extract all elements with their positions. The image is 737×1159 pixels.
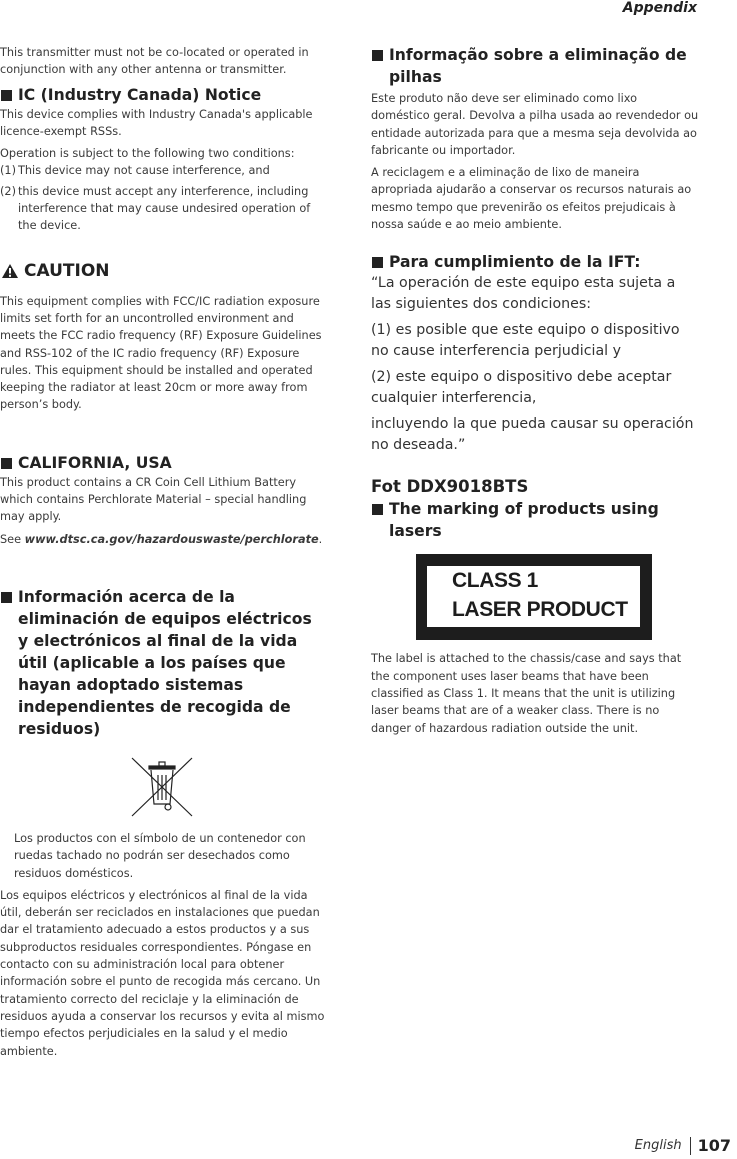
battery-disposal-p2: A reciclagem e a eliminação de lixo de maneira apropriada ajudarão a conservar os recursos naturais ao mesmo tempo que prevenirão os efeitos prejudicais à nossa saúde e ao meio ambiente.	[371, 166, 692, 232]
footer-language: English	[634, 1138, 682, 1153]
crossed-bin-icon	[130, 756, 325, 822]
warning-triangle-icon	[2, 264, 18, 278]
bullet-square-icon	[1, 458, 12, 469]
perchlorate-link[interactable]: www.dtsc.ca.gov/hazardouswaste/perchlorate	[24, 532, 319, 546]
list-item: (2) this device must accept any interference, including interference that may cause undesired operation of the device.	[0, 184, 311, 233]
page-number: 107	[697, 1136, 731, 1155]
california-heading: CALIFORNIA, USA	[0, 452, 325, 474]
model-title: Fot DDX9018BTS	[371, 477, 529, 497]
caution-body: This equipment complies with FCC/IC radiation exposure limits set forth for an uncontrolled environment and meets the FCC radio frequency (RF) Exposure Guidelines and RSS-102 of the IC radio frequency (RF) Exposure rules. This equipment should be installed and operated keeping the radiator at least 20cm or more away from person’s body.	[0, 294, 322, 412]
weee-icon-caption: Los productos con el símbolo de un contenedor con ruedas tachado no podrán ser desechados como residuos domésticos.	[14, 831, 306, 880]
weee-heading: Información acerca de la eliminación de equipos eléctricos y electrónicos al final de la vida útil (aplicable a los países que hayan adoptado sistemas independientes de recogida de residuos)	[0, 586, 325, 740]
bullet-square-icon	[372, 50, 383, 61]
laser-body: The label is attached to the chassis/case and says that the component uses laser beams that have been classified as Class 1. It means that the unit is utilizing laser beams that are of a weaker class. There is no danger of hazardous radiation outside the unit.	[371, 652, 682, 735]
ift-paragraph-3: (2) este equipo o dispositivo debe aceptar cualquier interferencia,	[371, 369, 672, 407]
caution-heading: CAUTION	[0, 261, 325, 281]
page-footer	[635, 1136, 731, 1155]
ic-paragraph-2: Operation is subject to the following two conditions:	[0, 147, 295, 161]
bullet-square-icon	[372, 257, 383, 268]
california-body: This product contains a CR Coin Cell Lithium Battery which contains Perchlorate Material – special handling may apply.	[0, 475, 307, 524]
ic-paragraph-1: This device complies with Industry Canada's applicable licence-exempt RSSs.	[0, 107, 313, 138]
ic-heading: IC (Industry Canada) Notice	[0, 84, 325, 106]
laser-label-line-2: LASER PRODUCT	[452, 598, 628, 622]
battery-disposal-heading: Informação sobre a eliminação de pilhas	[371, 44, 699, 88]
left-column	[0, 44, 325, 1060]
section-title: Appendix	[622, 0, 697, 16]
weee-body: Los equipos eléctricos y electrónicos al final de la vida útil, deberán ser reciclados en instalaciones que puedan dar el tratamiento adecuado a estos productos y a sus subproductos residuales correspondientes. Póngase en contacto con su administración local para obtener información sobre el punto de recogida más cercano. Un tratamiento correcto del reciclaje y la eliminación de residuos ayuda a conservar los recursos y evita al mismo tiempo efectos perjudiciales en la salud y el medio ambiente.	[0, 888, 325, 1058]
class1-laser-label	[416, 554, 652, 640]
footer-divider	[690, 1137, 691, 1155]
laser-marking-heading: The marking of products using lasers	[371, 498, 699, 542]
california-see-line: See www.dtsc.ca.gov/hazardouswaste/perchlorate.	[0, 532, 323, 546]
ift-heading: Para cumplimiento de la IFT:	[371, 251, 699, 273]
laser-label-line-1: CLASS 1	[452, 569, 538, 593]
ift-paragraph-4: incluyendo la que pueda causar su operación no deseada.”	[371, 416, 694, 454]
bullet-square-icon	[372, 504, 383, 515]
ic-conditions-list	[0, 162, 325, 234]
battery-disposal-p1: Este produto não deve ser eliminado como lixo doméstico geral. Devolva a pilha usada ao revendedor ou entidade autorizada para que a mesma seja devolvida ao fabricante ou importador.	[371, 92, 699, 157]
transmitter-note: This transmitter must not be co-located or operated in conjunction with any other antenna or transmitter.	[0, 46, 309, 77]
ift-paragraph-1: “La operación de este equipo esta sujeta a las siguientes dos condiciones:	[371, 275, 676, 313]
list-item: (1) This device may not cause interference, and	[0, 164, 270, 178]
ift-paragraph-2: (1) es posible que este equipo o dispositivo no cause interferencia perjudicial y	[371, 322, 680, 360]
right-column	[371, 44, 699, 737]
bullet-square-icon	[1, 90, 12, 101]
bullet-square-icon	[1, 592, 12, 603]
